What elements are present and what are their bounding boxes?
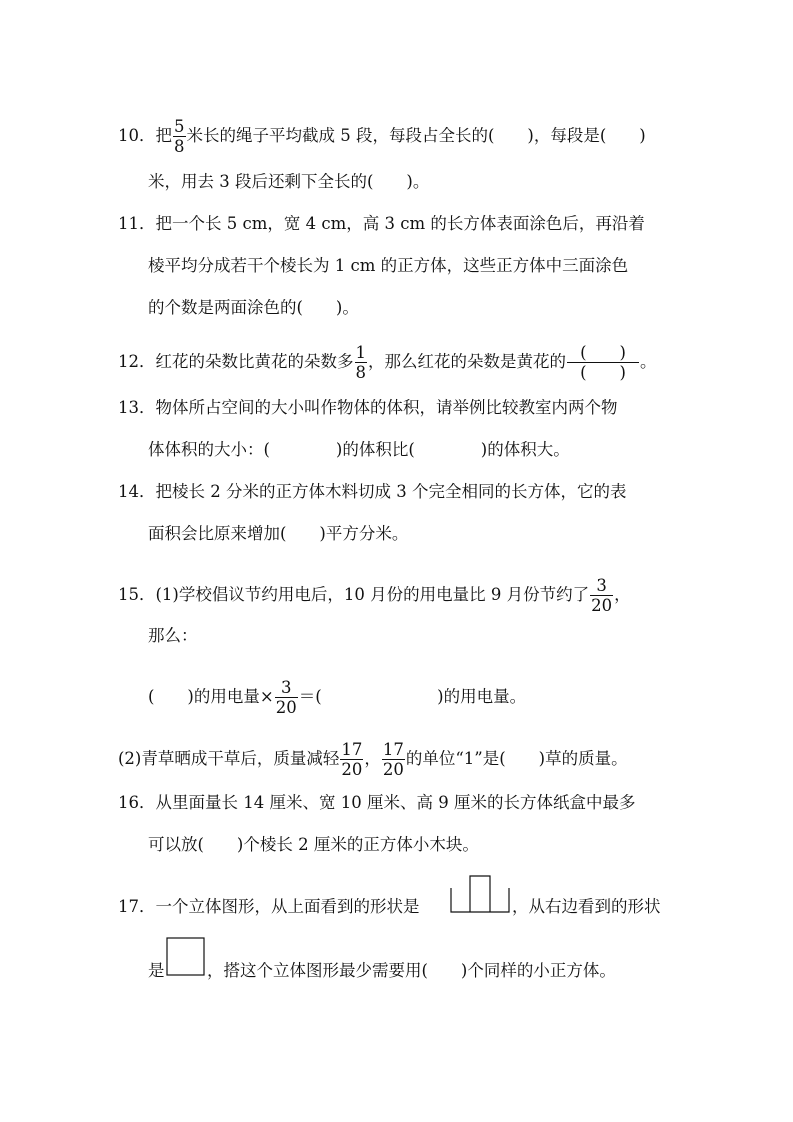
question-text: (2)青草晒成干草后，质量减轻 bbox=[118, 749, 340, 768]
denominator: 8 bbox=[174, 137, 185, 156]
question-number: 17 bbox=[118, 897, 139, 916]
question-17-line-1-end: ，从右边看到的形状 bbox=[512, 897, 661, 916]
question-text: 米长的绳子平均截成 5 段，每段占全长的( )，每段是( ) bbox=[186, 126, 646, 145]
question-text: ．把 bbox=[139, 126, 172, 145]
question-number: 16 bbox=[118, 793, 139, 812]
question-11-line-3: 的个数是两面涂色的( )。 bbox=[148, 298, 359, 317]
question-text: ， bbox=[364, 749, 381, 768]
question-text: ，那么红花的朵数是黄花的 bbox=[368, 352, 566, 371]
fraction-17-20 bbox=[340, 740, 363, 779]
denominator: 20 bbox=[341, 760, 363, 779]
question-13 bbox=[118, 398, 618, 418]
question-13-line-2: 体体积的大小：( )的体积比( )的体积大。 bbox=[148, 440, 570, 459]
fraction-5-8 bbox=[173, 117, 186, 156]
numerator: 17 bbox=[382, 740, 404, 759]
question-12 bbox=[118, 343, 657, 382]
numerator-blank: ( ) bbox=[567, 343, 639, 363]
question-number: 12 bbox=[118, 352, 139, 371]
numerator: 5 bbox=[174, 117, 185, 136]
question-text: ．把一个长 5 cm，宽 4 cm，高 3 cm 的长方体表面涂色后，再沿着 bbox=[139, 214, 645, 233]
question-17-line-2-end: ，搭这个立体图形最少需要用( )个同样的小正方体。 bbox=[207, 961, 616, 980]
numerator: 1 bbox=[355, 343, 366, 362]
question-17 bbox=[118, 897, 420, 917]
question-number: 14 bbox=[118, 482, 139, 501]
fraction-3-20 bbox=[275, 678, 298, 717]
question-15-part-2 bbox=[118, 740, 628, 779]
fraction-3-20 bbox=[590, 576, 613, 615]
question-15 bbox=[118, 576, 631, 615]
question-text: ．一个立体图形，从上面看到的形状是 bbox=[139, 897, 420, 916]
question-14-line-2: 面积会比原来增加( )平方分米。 bbox=[148, 524, 409, 543]
answer-fraction-blank[interactable] bbox=[567, 343, 639, 382]
question-text: ．把棱长 2 分米的正方体木料切成 3 个完全相同的长方体，它的表 bbox=[139, 482, 627, 501]
question-text: ＝( )的用电量。 bbox=[298, 687, 527, 706]
question-10-line-2: 米，用去 3 段后还剩下全长的( )。 bbox=[148, 172, 430, 191]
question-text: ， bbox=[614, 585, 631, 604]
fraction-1-8 bbox=[355, 343, 368, 382]
right-view-shape-figure bbox=[166, 937, 206, 977]
question-14 bbox=[118, 482, 626, 502]
question-11 bbox=[118, 214, 645, 234]
question-number: 11 bbox=[118, 214, 139, 233]
denominator-blank: ( ) bbox=[580, 363, 626, 382]
question-number: 10 bbox=[118, 126, 139, 145]
question-text: 的单位“1”是( )草的质量。 bbox=[405, 749, 628, 768]
question-15-line-2: 那么： bbox=[148, 626, 198, 645]
question-16-line-2: 可以放( )个棱长 2 厘米的正方体小木块。 bbox=[148, 835, 479, 854]
fraction-17-20 bbox=[382, 740, 405, 779]
question-number: 15 bbox=[118, 585, 139, 604]
question-15-line-3 bbox=[148, 678, 526, 717]
numerator: 17 bbox=[341, 740, 363, 759]
question-16 bbox=[118, 793, 635, 813]
question-text: ．(1)学校倡议节约用电后，10 月份的用电量比 9 月份节约了 bbox=[139, 585, 590, 604]
question-text: ( )的用电量× bbox=[148, 687, 274, 706]
denominator: 8 bbox=[355, 363, 366, 382]
question-text: 。 bbox=[640, 352, 657, 371]
numerator: 3 bbox=[590, 576, 613, 596]
question-text: ．物体所占空间的大小叫作物体的体积，请举例比较教室内两个物 bbox=[139, 398, 618, 417]
question-text: ．从里面量长 14 厘米、宽 10 厘米、高 9 厘米的长方体纸盒中最多 bbox=[139, 793, 636, 812]
numerator: 3 bbox=[275, 678, 298, 698]
question-11-line-2: 棱平均分成若干个棱长为 1 cm 的正方体，这些正方体中三面涂色 bbox=[148, 256, 629, 275]
denominator: 20 bbox=[275, 698, 297, 717]
denominator: 20 bbox=[382, 760, 404, 779]
question-17-line-2-start: 是 bbox=[148, 961, 165, 980]
denominator: 20 bbox=[591, 596, 613, 615]
question-number: 13 bbox=[118, 398, 139, 417]
question-10 bbox=[118, 117, 646, 156]
top-view-shape-figure bbox=[450, 874, 510, 914]
question-text: ．红花的朵数比黄花的朵数多 bbox=[139, 352, 354, 371]
